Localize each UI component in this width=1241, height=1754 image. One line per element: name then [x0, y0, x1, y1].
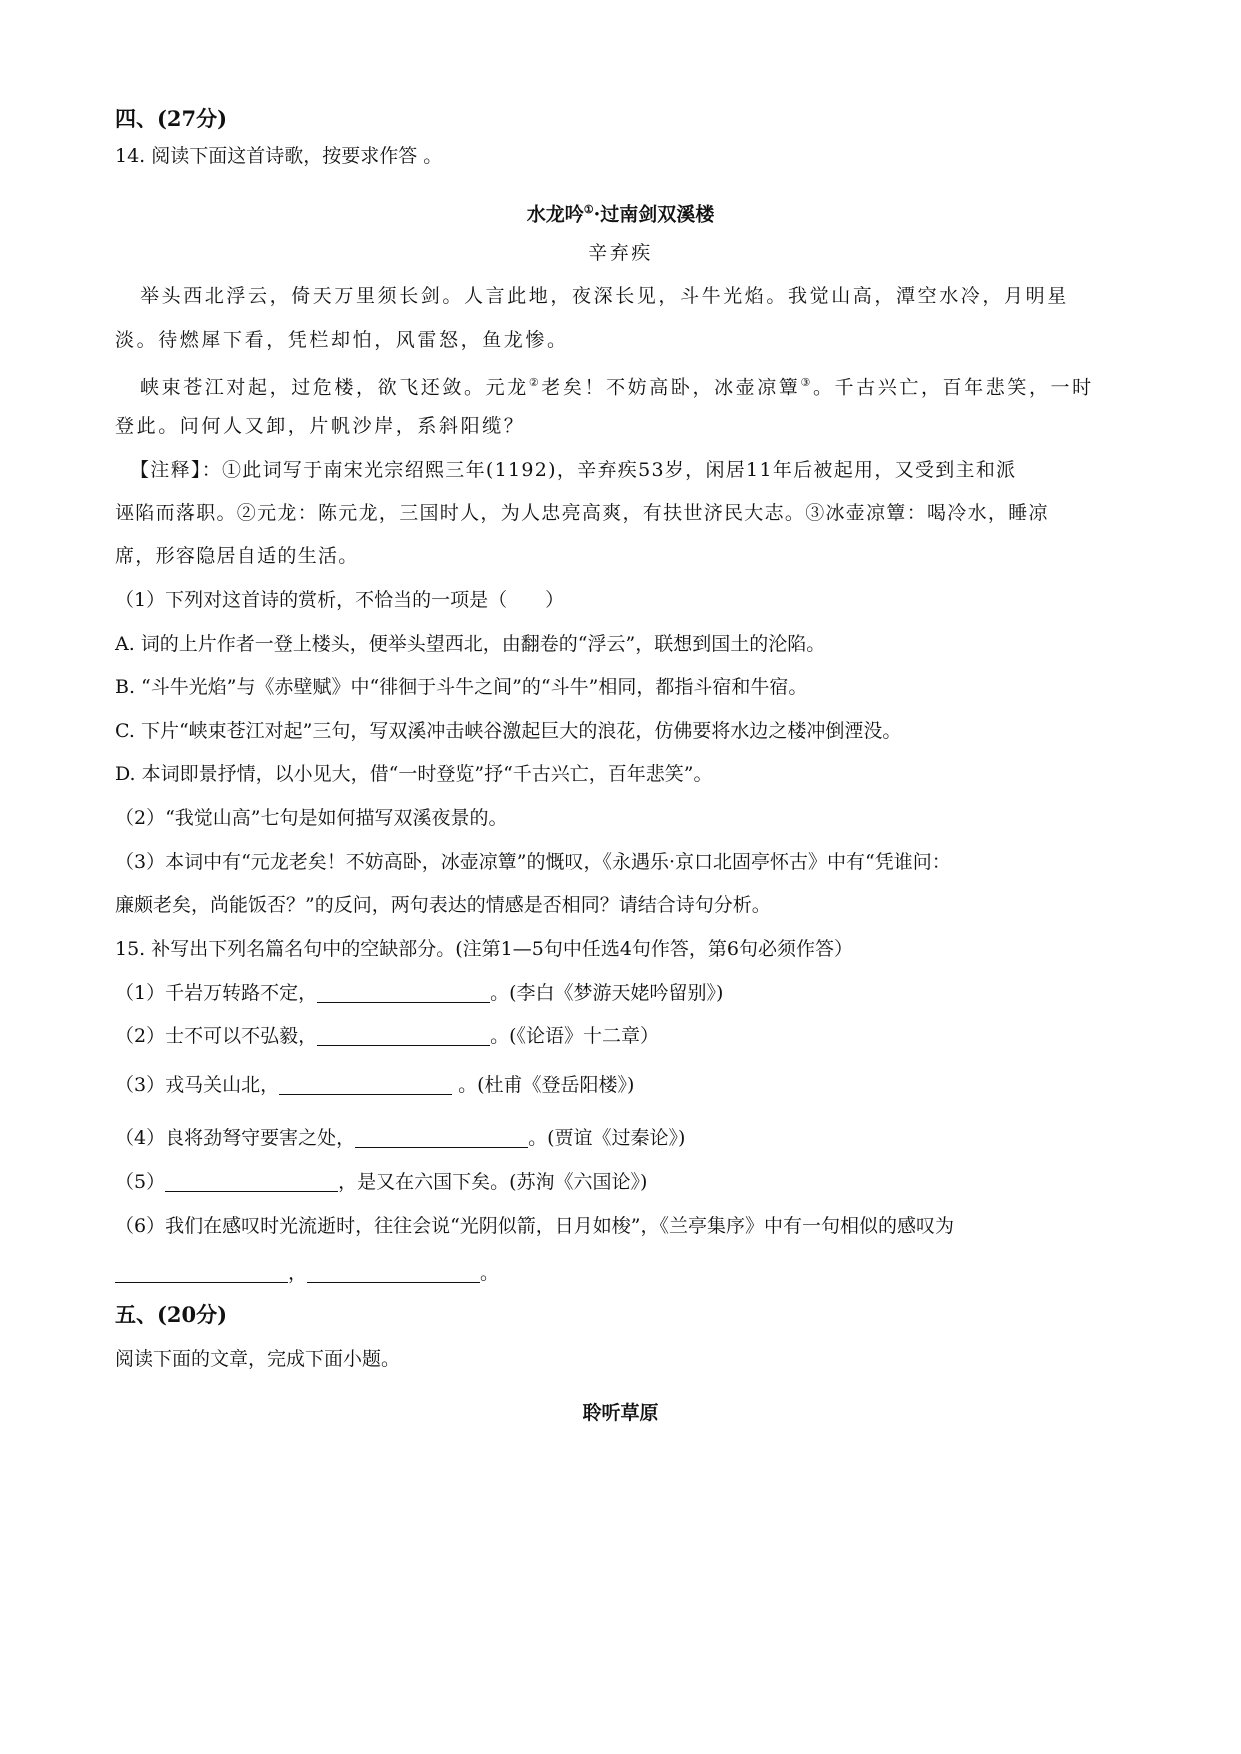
poem-line — [140, 370, 1094, 400]
option-b: B. “斗牛光焰”与《赤壁赋》中“徘徊于斗牛之间”的“斗牛”相同，都指斗宿和牛宿。 — [115, 676, 808, 698]
fill-item-text: （4）良将劲弩守要害之处， — [115, 1127, 356, 1149]
footnote-mark: ② — [528, 376, 542, 389]
poem-text: 老矣！不妨高卧，冰壶凉簟 — [541, 376, 801, 399]
answer-blank[interactable] — [115, 1262, 288, 1283]
answer-blank[interactable] — [317, 982, 490, 1003]
blank-separator: ， — [288, 1262, 308, 1284]
fill-item-source: 。(杜甫《登岳阳楼》) — [452, 1074, 635, 1096]
section5-intro: 阅读下面的文章，完成下面小题。 — [115, 1348, 401, 1370]
poem-line: 举头西北浮云，倚天万里须长剑。人言此地，夜深长见，斗牛光焰。我觉山高，潭空水冷，月明星 — [140, 285, 1069, 307]
fill-item-text: （2）士不可以不弘毅， — [115, 1025, 318, 1047]
answer-blank[interactable] — [165, 1171, 338, 1192]
poem-title — [0, 197, 1241, 227]
poem-title-sub: ·过南剑双溪楼 — [593, 203, 715, 226]
option-a: A. 词的上片作者一登上楼头，便举头望西北，由翻卷的“浮云”，联想到国土的沦陷。 — [115, 633, 826, 655]
question-14-stem: 14. 阅读下面这首诗歌，按要求作答 。 — [115, 145, 443, 167]
subquestion-1: （1）下列对这首诗的赏析，不恰当的一项是（ ） — [115, 589, 565, 611]
option-c: C. 下片“峡束苍江对起”三句，写双溪冲击峡谷激起巨大的浪花，仿佛要将水边之楼冲倒湮没。 — [115, 720, 902, 742]
footnote-mark: ③ — [800, 376, 813, 389]
section5-heading: 五、(20分) — [115, 1302, 228, 1327]
answer-blank[interactable] — [317, 1025, 490, 1046]
answer-blank[interactable] — [307, 1262, 480, 1283]
section4-heading: 四、(27分) — [115, 106, 228, 131]
answer-blank[interactable] — [279, 1074, 452, 1095]
fill-item-1 — [115, 980, 723, 1006]
poem-text: 峡束苍江对起，过危楼，欲飞还敛。元龙 — [140, 376, 529, 399]
poem-line: 登此。问何人又卸，片帆沙岸，系斜阳缆？ — [115, 415, 526, 437]
annotation-line: 【注释】：①此词写于南宋光宗绍熙三年(1192)，辛弃疾53岁，闲居11年后被起用，又受到主和派 — [130, 459, 1017, 481]
fill-item-4 — [115, 1125, 685, 1151]
fill-item-source: ，是又在六国下矣。(苏洵《六国论》) — [338, 1171, 648, 1193]
fill-item-5 — [115, 1169, 647, 1195]
fill-item-source: 。(《论语》十二章） — [490, 1025, 660, 1047]
subquestion-2: （2）“我觉山高”七句是如何描写双溪夜景的。 — [115, 807, 508, 829]
blank-end: 。 — [480, 1262, 500, 1284]
fill-item-text: （1）千岩万转路不定， — [115, 982, 318, 1004]
fill-item-6-blanks — [115, 1260, 499, 1286]
fill-item-3 — [115, 1072, 634, 1098]
fill-item-text: （5） — [115, 1171, 166, 1193]
fill-item-6: （6）我们在感叹时光流逝时，往往会说“光阴似箭，日月如梭”，《兰亭集序》中有一句相似的感叹为 — [115, 1215, 955, 1237]
subquestion-3: （3）本词中有“元龙老矣！不妨高卧，冰壶凉簟”的慨叹，《永遇乐·京口北固亭怀古》中有“凭谁问： — [115, 851, 951, 873]
poem-line: 淡。待燃犀下看，凭栏却怕，风雷怒，鱼龙惨。 — [115, 329, 569, 351]
fill-item-source: 。(贾谊《过秦论》) — [528, 1127, 686, 1149]
poem-text: 。千古兴亡，百年悲笑，一时 — [812, 376, 1094, 399]
answer-blank[interactable] — [355, 1127, 528, 1148]
option-d: D. 本词即景抒情，以小见大，借“一时登览”抒“千古兴亡，百年悲笑”。 — [115, 763, 713, 785]
question-15-stem: 15. 补写出下列名篇名句中的空缺部分。(注第1—5句中任选4句作答，第6句必须作答） — [115, 938, 854, 960]
annotation-line: 席，形容隐居自适的生活。 — [115, 545, 359, 567]
poem-author: 辛弃疾 — [588, 242, 653, 264]
poem-title-main: 水龙吟 — [526, 203, 584, 226]
footnote-mark: ① — [583, 203, 594, 216]
article-title: 聆听草原 — [582, 1402, 659, 1424]
fill-item-text: （3）戎马关山北， — [115, 1074, 280, 1096]
fill-item-2 — [115, 1023, 659, 1049]
annotation-line: 诬陷而落职。②元龙：陈元龙，三国时人，为人忠亮高爽，有扶世济民大志。③冰壶凉簟：喝冷水，睡凉 — [115, 502, 1049, 524]
subquestion-3-cont: 廉颇老矣，尚能饭否？”的反问，两句表达的情感是否相同？请结合诗句分析。 — [115, 894, 771, 916]
fill-item-source: 。(李白《梦游天姥吟留别》) — [490, 982, 724, 1004]
